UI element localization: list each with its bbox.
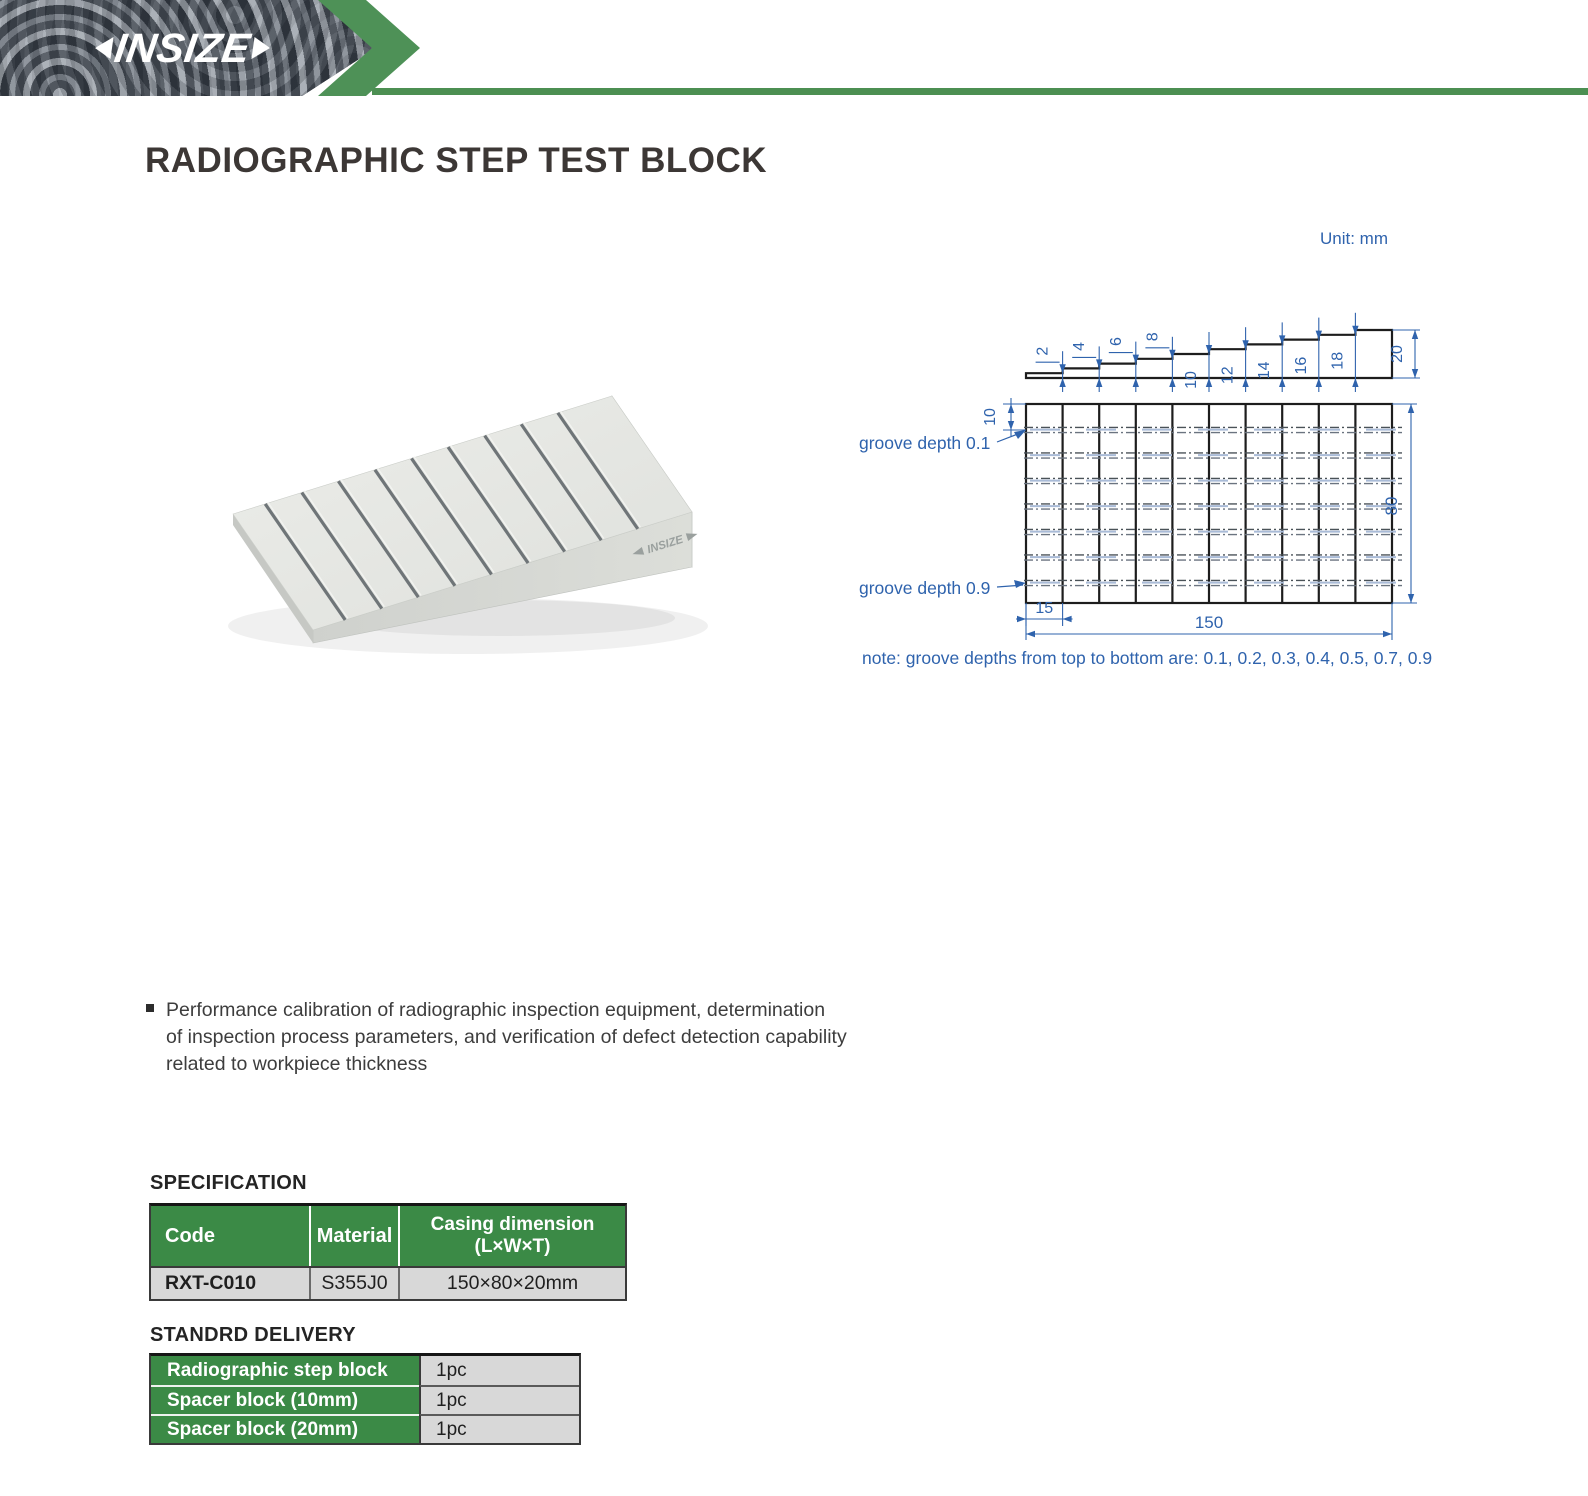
- dimension-arrow-icon: [1352, 378, 1358, 387]
- technical-drawing: [845, 280, 1525, 700]
- product-description: [166, 997, 847, 1078]
- dimension-arrow-icon: [1412, 330, 1418, 339]
- step-height-label: 4: [1071, 341, 1089, 351]
- step-height-label: 6: [1107, 337, 1125, 347]
- cell-casing: 150×80×20mm: [446, 1272, 579, 1294]
- header-banner: [0, 0, 1588, 96]
- page-title: RADIOGRAPHIC STEP TEST BLOCK: [145, 141, 768, 180]
- delivery-item: Spacer block (20mm): [151, 1414, 419, 1443]
- delivery-row: [151, 1414, 579, 1443]
- engraving-text: INSIZE: [645, 533, 685, 557]
- specification-table: [149, 1203, 627, 1301]
- dimension-arrow-icon: [1408, 404, 1414, 413]
- cell-material: S355J0: [311, 1268, 400, 1299]
- dimension-arrow-icon: [1026, 631, 1035, 637]
- delivery-item: Radiographic step block: [151, 1356, 419, 1385]
- logo-left-arrow-icon: [93, 37, 113, 59]
- dimension-arrow-icon: [1169, 378, 1175, 387]
- specification-heading: SPECIFICATION: [150, 1172, 307, 1194]
- dimension-arrow-icon: [1206, 378, 1212, 387]
- leader-arrow-icon: [1014, 430, 1026, 439]
- dimension-arrow-icon: [1383, 631, 1392, 637]
- step-height-label: 14: [1256, 361, 1274, 380]
- step-height-label: 8: [1144, 332, 1162, 342]
- col-header-casing-line1: Casing dimension: [430, 1213, 595, 1235]
- dimension-arrow-icon: [1412, 369, 1418, 378]
- dim-150-label: 150: [1194, 613, 1224, 632]
- dim-10-label: 10: [982, 408, 999, 426]
- groove-depth-top-label: groove depth 0.1: [859, 433, 991, 453]
- delivery-row: [151, 1356, 579, 1385]
- step-height-label: 12: [1219, 366, 1237, 385]
- col-header-code: Code: [151, 1206, 311, 1266]
- dimension-arrow-icon: [1096, 378, 1102, 387]
- delivery-item: Spacer block (10mm): [151, 1385, 419, 1414]
- col-header-material: Material: [311, 1206, 400, 1266]
- dimension-arrow-icon: [1017, 616, 1026, 622]
- delivery-table: [149, 1353, 581, 1445]
- bullet-square-icon: [146, 1004, 154, 1012]
- logo-text: INSIZE: [111, 24, 254, 71]
- delivery-qty: 1pc: [419, 1414, 579, 1443]
- dimension-arrow-icon: [1279, 378, 1285, 387]
- groove-depth-bottom-label: groove depth 0.9: [859, 578, 991, 598]
- description-line: Performance calibration of radiographic inspection equipment, determination: [166, 999, 826, 1021]
- insize-logo: [63, 0, 301, 96]
- dimension-arrow-icon: [1133, 378, 1139, 387]
- col-header-casing-line2: (L×W×T): [474, 1236, 551, 1257]
- dimension-arrow-icon: [1059, 378, 1065, 387]
- dimension-arrow-icon: [1316, 378, 1322, 387]
- step-height-label: 10: [1183, 371, 1200, 389]
- dimension-arrow-icon: [1008, 404, 1014, 413]
- dim-80-label: 80: [1382, 496, 1401, 516]
- dimension-arrow-icon: [1063, 616, 1072, 622]
- leader-arrow-icon: [1014, 580, 1026, 588]
- description-line: of inspection process parameters, and verification of defect detection capability: [166, 1025, 847, 1048]
- groove-note: note: groove depths from top to bottom are: 0.1, 0.2, 0.3, 0.4, 0.5, 0.7, 0.9: [862, 648, 1433, 668]
- specification-data-row: [151, 1266, 625, 1299]
- dimension-arrow-icon: [1242, 378, 1248, 387]
- header-green-line: [372, 88, 1588, 95]
- dimension-arrow-icon: [1408, 594, 1414, 603]
- logo-right-arrow-icon: [252, 37, 272, 59]
- step-height-label: 18: [1329, 351, 1347, 370]
- delivery-qty: 1pc: [419, 1356, 579, 1385]
- dim-15-label: 15: [1035, 600, 1054, 617]
- dimension-arrow-icon: [1008, 421, 1014, 430]
- unit-label: Unit: mm: [1320, 229, 1388, 248]
- cell-code: RXT-C010: [151, 1268, 311, 1299]
- specification-header-row: [151, 1206, 625, 1266]
- delivery-qty: 1pc: [419, 1385, 579, 1414]
- product-image: [200, 368, 760, 668]
- step-height-label: 20: [1389, 345, 1406, 363]
- description-line: related to workpiece thickness: [166, 1052, 428, 1075]
- delivery-row: [151, 1385, 579, 1414]
- delivery-heading: STANDRD DELIVERY: [150, 1324, 356, 1346]
- col-header-casing: [400, 1206, 625, 1266]
- step-height-label: 2: [1034, 346, 1052, 356]
- step-height-label: 16: [1292, 356, 1310, 375]
